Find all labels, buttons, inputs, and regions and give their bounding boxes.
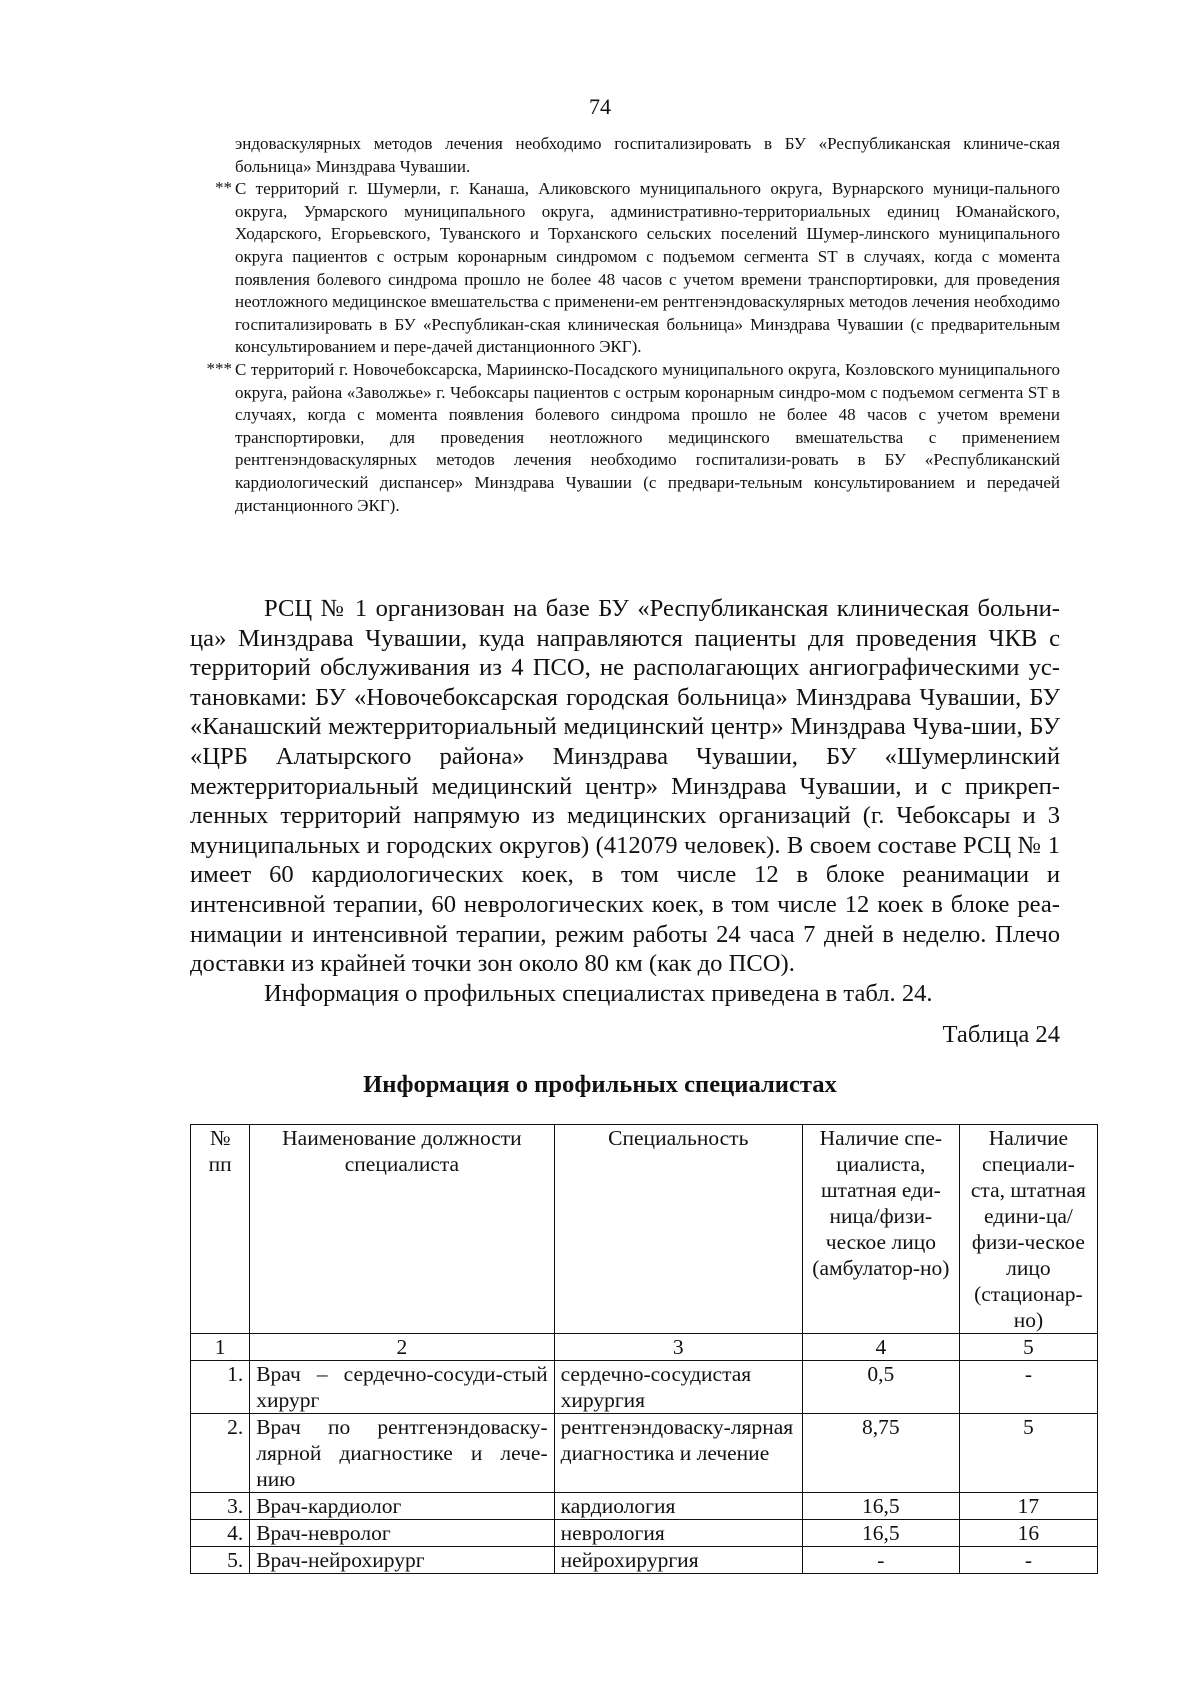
table-row [191, 1493, 1098, 1520]
table-row [191, 1414, 1098, 1493]
table-header-row [191, 1125, 1098, 1334]
footnote-marker: ** [215, 178, 232, 198]
row-specialty: неврология [554, 1520, 802, 1547]
footnotes [206, 133, 1060, 517]
column-number: 2 [250, 1334, 554, 1361]
footnote-marker: *** [206, 358, 232, 378]
row-number: 5. [191, 1547, 250, 1574]
table-title: Информация о профильных специалистах [363, 1071, 837, 1098]
row-outpatient: - [802, 1547, 959, 1574]
column-number: 3 [554, 1334, 802, 1361]
specialists-table [190, 1124, 1098, 1574]
row-inpatient: 16 [959, 1520, 1097, 1547]
row-specialty: сердечно-сосудистая хирургия [554, 1361, 802, 1414]
row-specialty: рентгенэндоваску-лярная диагностика и лечение [554, 1414, 802, 1493]
row-number: 4. [191, 1520, 250, 1547]
row-position: Врач – сердечно-сосуди-стый хирург [250, 1361, 554, 1414]
row-outpatient: 16,5 [802, 1493, 959, 1520]
row-outpatient: 16,5 [802, 1520, 959, 1547]
row-number: 1. [191, 1361, 250, 1414]
header-outpatient: Наличие спе-циалиста, штатная еди-ница/физи-ческое лицо (амбулатор-но) [802, 1125, 959, 1334]
body-text [190, 594, 1060, 1008]
row-number: 2. [191, 1414, 250, 1493]
footnote-continued [235, 133, 1060, 178]
body-paragraph: РСЦ № 1 организован на базе БУ «Республиканская клиническая больни-ца» Минздрава Чувашии, куда направляются пациенты для проведения ЧКВ с территорий обслуживания из 4 ПСО, не располагающих ангиографическими ус-тановками: БУ «Новочебоксарская городская больница» Минздрава Чувашии, БУ «Канашский межтерриториальный медицинский центр» Минздрава Чува-шии, БУ «ЦРБ Алатырского района» Минздрава Чувашии, БУ «Шумерлинский межтерриториальный медицинский центр» Минздрава Чувашии, и с прикреп-ленных территорий напрямую из медицинских организаций (г. Чебоксары и 3 муниципальных и городских округов) (412079 человек). В своем составе РСЦ № 1 имеет 60 кардиологических коек, в том числе 12 в блоке реанимации и интенсивной терапии, 60 неврологических коек, в том числе 12 коек в блоке реа-нимации и интенсивной терапии, режим работы 24 часа 7 дней в неделю. Плечо доставки из крайней точки зон около 80 км (как до ПСО). [190, 595, 1060, 978]
header-specialty: Специальность [554, 1125, 802, 1334]
footnote-text: С территорий г. Шумерли, г. Канаша, Аликовского муниципального округа, Вурнарского муници-пального округа, Урмарского муниципального округа, административно-территориальных единиц Юманайского, Ходарского, Егорьевского, Туванского и Торханского сельских поселений Шумер-линского муниципального округа пациентов с острым коронарным синдромом с подъемом сегмента ST в случаях, когда с момента появления болевого синдрома прошло не более 48 часов с учетом времени транспортировки, для проведения неотложного медицинское вмешательства с применени-ем рентгенэндоваскулярных методов лечения необходимо госпитализировать в БУ «Республикан-ская клиническая больница» Минздрава Чувашии (с предварительным консультированием и пере-дачей дистанционного ЭКГ). [235, 179, 1060, 357]
header-number: № пп [191, 1125, 250, 1334]
footnote-text: эндоваскулярных методов лечения необходимо госпитализировать в БУ «Республиканская клиниче-ская больница» Минздрава Чувашии. [235, 134, 1060, 176]
footnote-triple-star [206, 358, 1060, 517]
column-number-row [191, 1334, 1098, 1361]
column-number: 4 [802, 1334, 959, 1361]
row-inpatient: - [959, 1361, 1097, 1414]
row-specialty: нейрохирургия [554, 1547, 802, 1574]
table-row [191, 1361, 1098, 1414]
column-number: 5 [959, 1334, 1097, 1361]
body-paragraph: Информация о профильных специалистах приведена в табл. 24. [264, 979, 933, 1007]
footnote-text: С территорий г. Новочебоксарска, Мариинско-Посадского муниципального округа, Козловского муниципального округа, района «Заволжье» г. Чебоксары пациентов с острым коронарным синдро-мом с подъемом сегмента ST в случаях, когда с момента появления болевого синдрома прошло не более 48 часов с учетом времени транспортировки, для проведения неотложного медицинского вмешательства с применением рентгенэндоваскулярных методов лечения необходимо госпитализи-ровать в БУ «Республиканский кардиологический диспансер» Минздрава Чувашии (с предвари-тельным консультированием и передачей дистанционного ЭКГ). [235, 359, 1060, 515]
row-number: 3. [191, 1493, 250, 1520]
row-position: Врач-кардиолог [250, 1493, 554, 1520]
table-row [191, 1520, 1098, 1547]
row-position: Врач-нейрохирург [250, 1547, 554, 1574]
row-position: Врач-невролог [250, 1520, 554, 1547]
row-position: Врач по рентгенэндоваску-лярной диагностике и лече-нию [250, 1414, 554, 1493]
row-outpatient: 0,5 [802, 1361, 959, 1414]
header-position: Наименование должности специалиста [250, 1125, 554, 1334]
row-inpatient: 17 [959, 1493, 1097, 1520]
table-label: Таблица 24 [942, 1021, 1060, 1048]
header-inpatient: Наличие специали-ста, штатная едини-ца/физи-ческое лицо (стационар-но) [959, 1125, 1097, 1334]
page-number: 74 [589, 94, 611, 119]
row-outpatient: 8,75 [802, 1414, 959, 1493]
row-inpatient: - [959, 1547, 1097, 1574]
table-row [191, 1547, 1098, 1574]
footnote-double-star [215, 178, 1060, 359]
column-number: 1 [191, 1334, 250, 1361]
row-inpatient: 5 [959, 1414, 1097, 1493]
row-specialty: кардиология [554, 1493, 802, 1520]
